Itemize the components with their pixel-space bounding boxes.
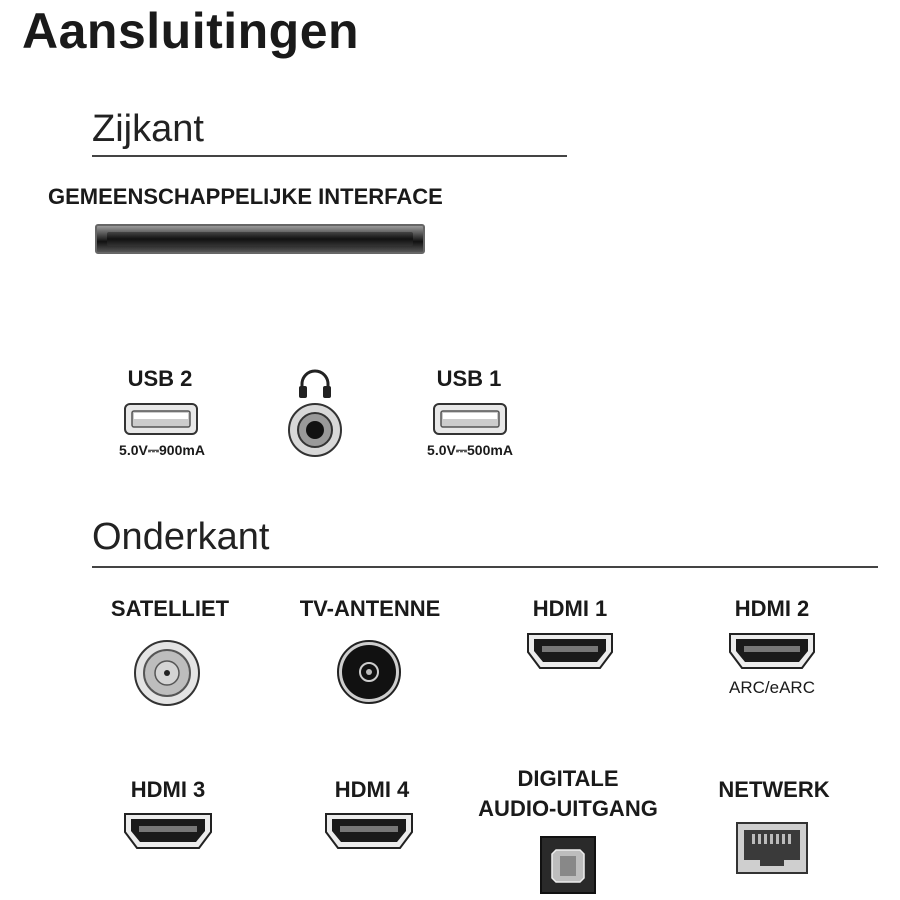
- headphone-jack-icon: [287, 402, 343, 458]
- headphone-icon: [297, 367, 333, 399]
- ci-label: GEMEENSCHAPPELIJKE INTERFACE: [48, 184, 443, 209]
- hdmi4-label: HDMI 4: [334, 777, 410, 802]
- hdmi3-label: HDMI 3: [130, 777, 206, 802]
- digital-audio-label-line2: AUDIO-UITGANG: [478, 796, 658, 821]
- divider: [92, 155, 567, 157]
- antenna-label: TV-ANTENNE: [299, 596, 441, 621]
- section-heading-bottom: Onderkant: [92, 516, 270, 558]
- hdmi1-label: HDMI 1: [532, 596, 608, 621]
- optical-connector-icon: [540, 836, 596, 894]
- usb1-spec: 5.0V⎓500mA: [427, 442, 513, 458]
- usb2-label: USB 2: [127, 366, 193, 391]
- usb2-spec: 5.0V⎓900mA: [119, 442, 205, 458]
- page-title: Aansluitingen: [22, 3, 360, 59]
- hdmi-icon: [123, 812, 213, 850]
- usb-icon: [433, 403, 507, 435]
- hdmi2-sub-label: ARC/eARC: [729, 678, 815, 697]
- ethernet-port-icon: [736, 822, 808, 874]
- satellite-label: SATELLIET: [110, 596, 230, 621]
- usb1-label: USB 1: [436, 366, 502, 391]
- hdmi-icon: [526, 632, 614, 670]
- section-heading-side: Zijkant: [92, 108, 204, 150]
- divider: [92, 566, 878, 568]
- satellite-connector-icon: [133, 639, 201, 707]
- antenna-connector-icon: [336, 639, 402, 705]
- hdmi-icon: [728, 632, 816, 670]
- hdmi-icon: [324, 812, 414, 850]
- digital-audio-label-line1: DIGITALE: [517, 766, 619, 791]
- network-label: NETWERK: [718, 777, 830, 802]
- hdmi2-label: HDMI 2: [734, 596, 810, 621]
- usb-icon: [124, 403, 198, 435]
- ci-slot-icon: [95, 224, 425, 254]
